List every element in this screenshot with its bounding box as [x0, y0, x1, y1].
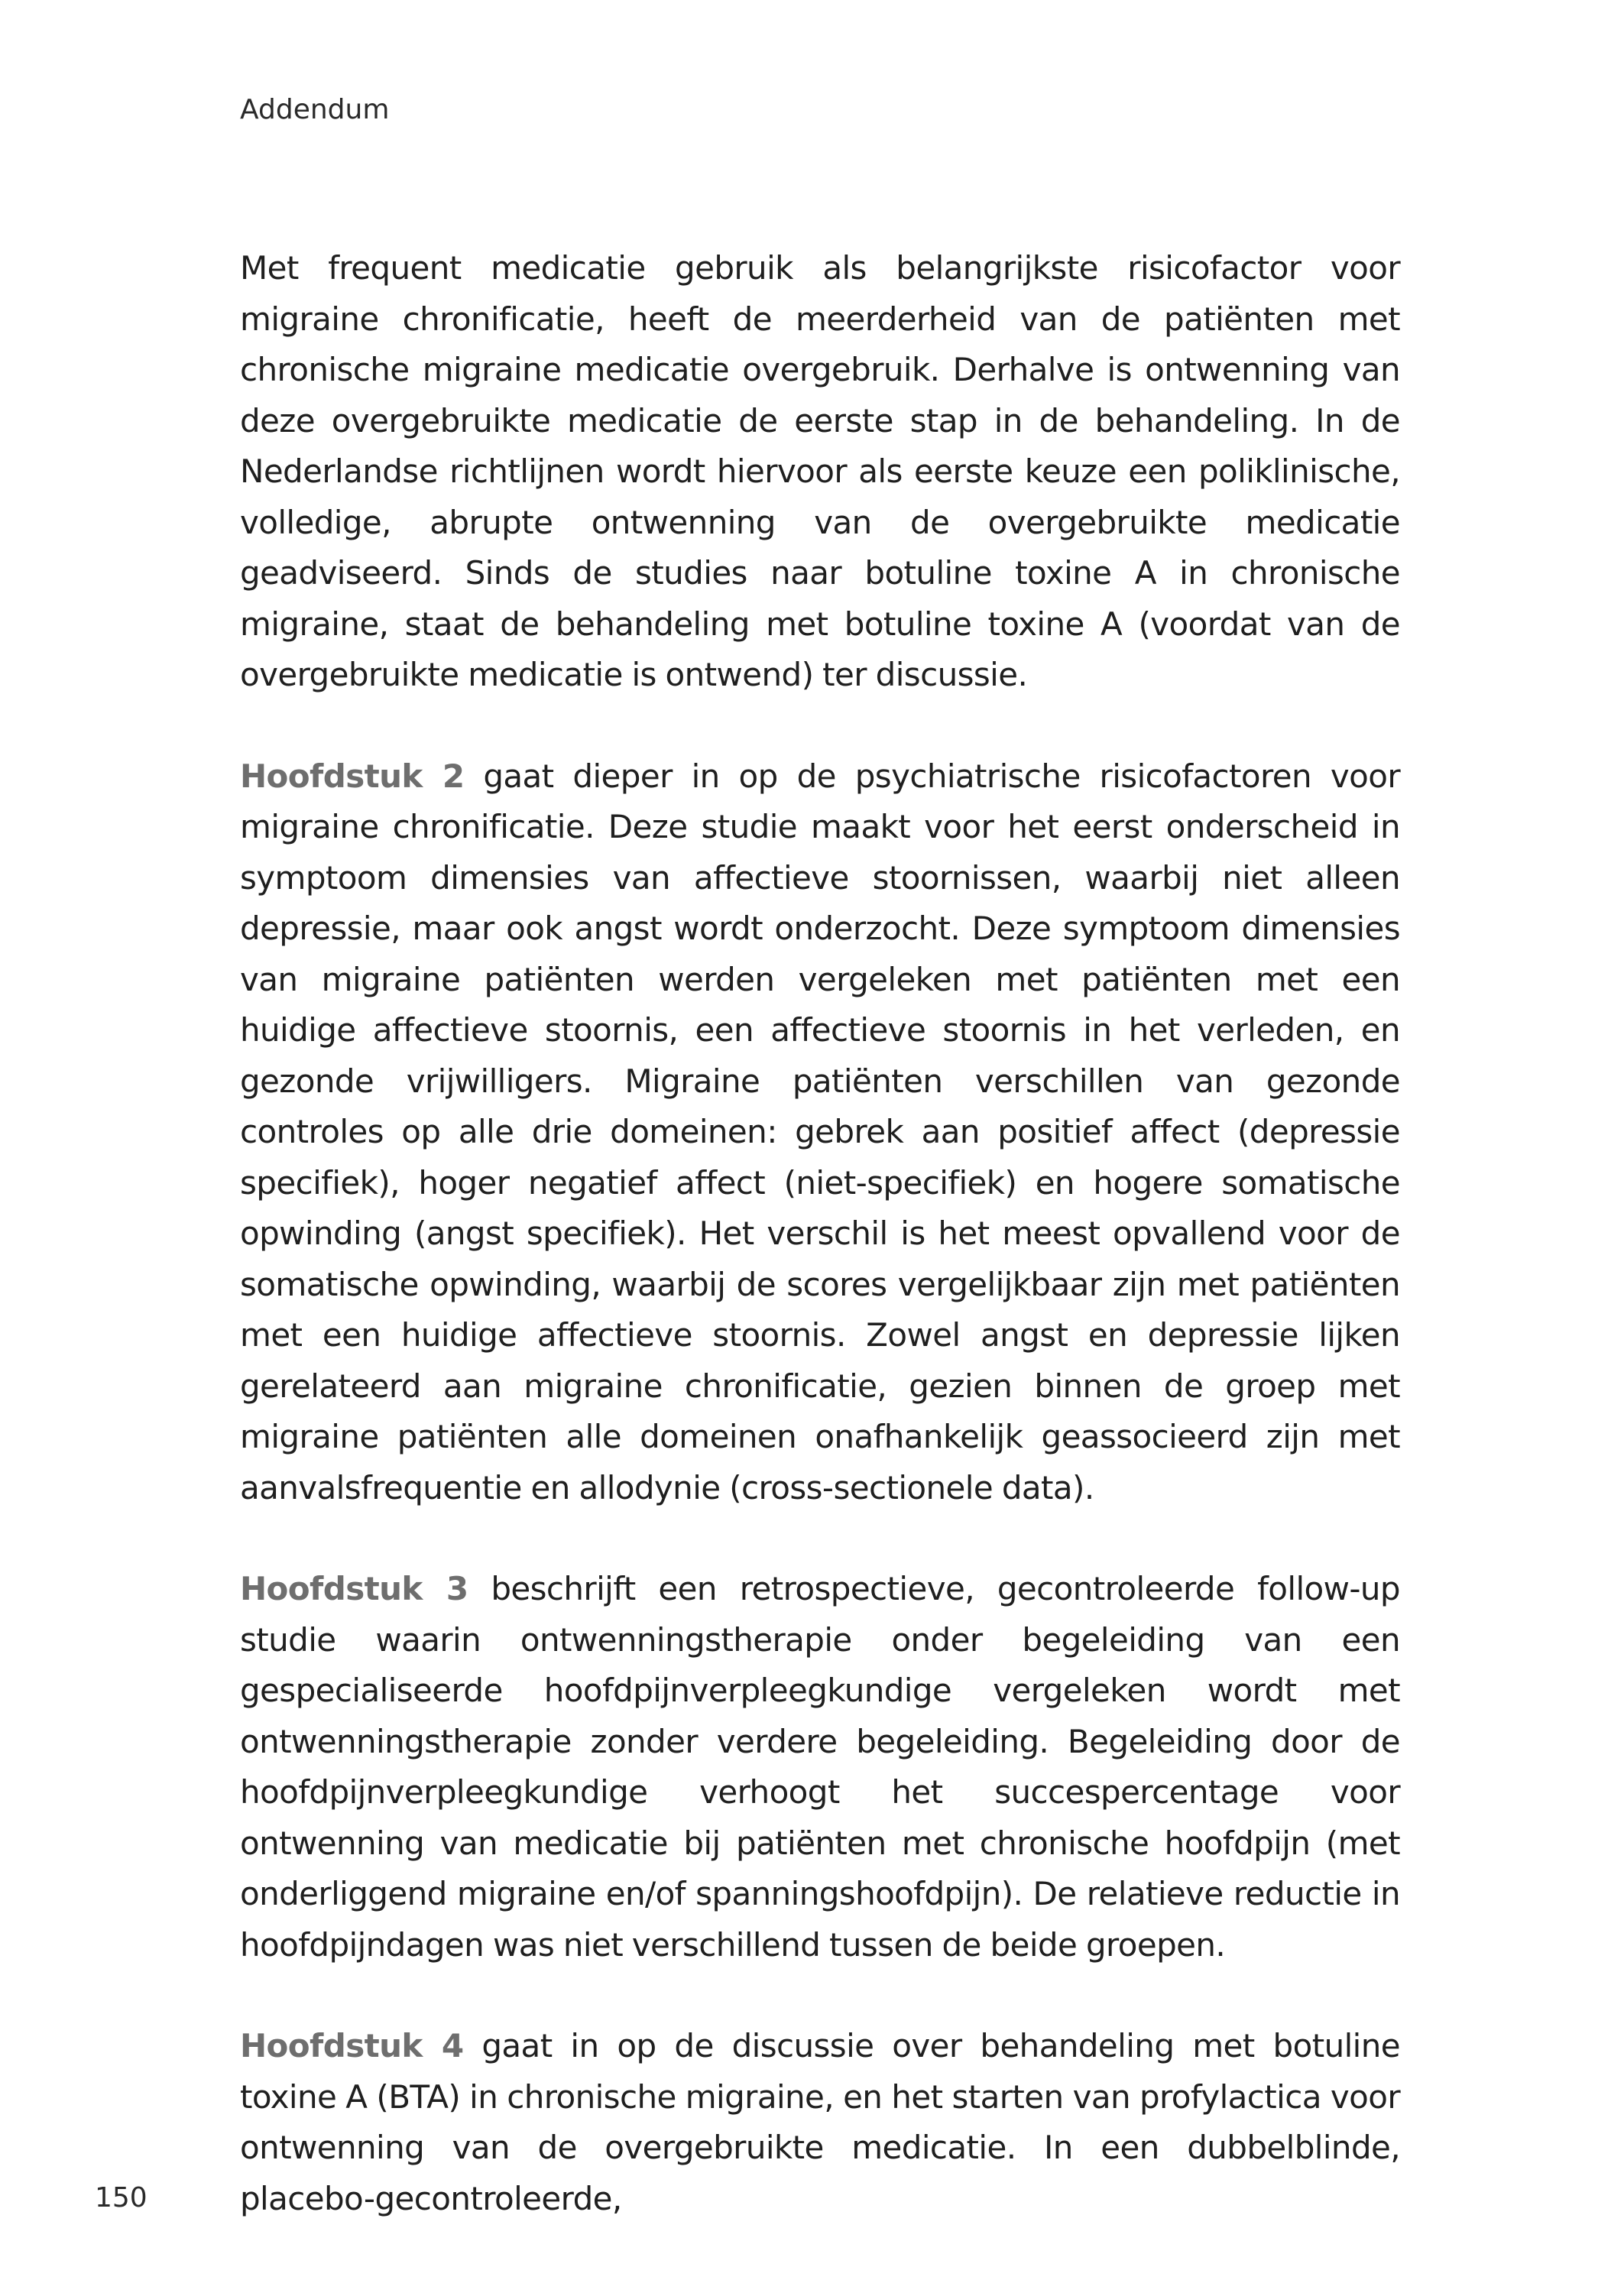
chapter-label: Hoofdstuk 3 [240, 1570, 468, 1607]
paragraph-text: gaat dieper in op de psychiatrische risicofactoren voor migraine chronificatie. Deze studie maakt voor het eerst onderscheid in symptoom dimensies van affectieve stoornissen, waarbij niet alleen depressie, maar ook angst wordt onderzocht. Deze symptoom dimensies van migraine patiënten werden vergeleken met patiënten met een huidige affectieve stoornis, een affectieve stoornis in het verleden, en gezonde vrijwilligers. Migraine patiënten verschillen van gezonde controles op alle drie domeinen: gebrek aan positief affect (depressie specifiek), hoger negatief affect (niet-specifiek) en hogere somatische opwinding (angst specifiek). Het verschil is het meest opvallend voor de somatische opwinding, waarbij de scores vergelijkbaar zijn met patiënten met een huidige affectieve stoornis. Zowel angst en depressie lijken gerelateerd aan migraine chronificatie, gezien binnen de groep met migraine patiënten alle domeinen onafhankelijk geassocieerd zijn met aanvalsfrequentie en allodynie (cross-sectionele data). [240, 757, 1400, 1507]
paragraph-text: gaat in op de discussie over behandeling met botuline toxine A (BTA) in chronische migraine, en het starten van profylactica voor ontwenning van de overgebruikte medicatie. In een dubbelblinde, placebo-gecontroleerde, [240, 2027, 1400, 2217]
paragraph-intro [240, 243, 1400, 701]
chapter-label: Hoofdstuk 4 [240, 2027, 464, 2064]
running-header: Addendum [240, 94, 390, 125]
page-number: 150 [95, 2182, 147, 2214]
paragraph-text: Met frequent medicatie gebruik als belangrijkste risicofactor voor migraine chronificatie, heeft de meerderheid van de patiënten met chronische migraine medicatie overgebruik. Derhalve is ontwenning van deze overgebruikte medicatie de eerste stap in de behandeling. In de Nederlandse richtlijnen wordt hiervoor als eerste keuze een poliklinische, volledige, abrupte ontwenning van de overgebruikte medicatie geadviseerd. Sinds de studies naar botuline toxine A in chronische migraine, staat de behandeling met botuline toxine A (voordat van de overgebruikte medicatie is ontwend) ter discussie. [240, 249, 1400, 693]
paragraph-chapter-3 [240, 1564, 1400, 1970]
paragraph-text: beschrijft een retrospectieve, gecontroleerde follow-up studie waarin ontwenningstherapie onder begeleiding van een gespecialiseerde hoofdpijnverpleegkundige vergeleken wordt met ontwenningstherapie zonder verdere begeleiding. Begeleiding door de hoofdpijnverpleegkundige verhoogt het succespercentage voor ontwenning van medicatie bij patiënten met chronische hoofdpijn (met onderliggend migraine en/of spanningshoofdpijn). De relatieve reductie in hoofdpijndagen was niet verschillend tussen de beide groepen. [240, 1570, 1400, 1964]
chapter-label: Hoofdstuk 2 [240, 757, 465, 795]
body-text [240, 243, 1400, 2275]
paragraph-chapter-2 [240, 751, 1400, 1514]
paragraph-chapter-4 [240, 2021, 1400, 2224]
